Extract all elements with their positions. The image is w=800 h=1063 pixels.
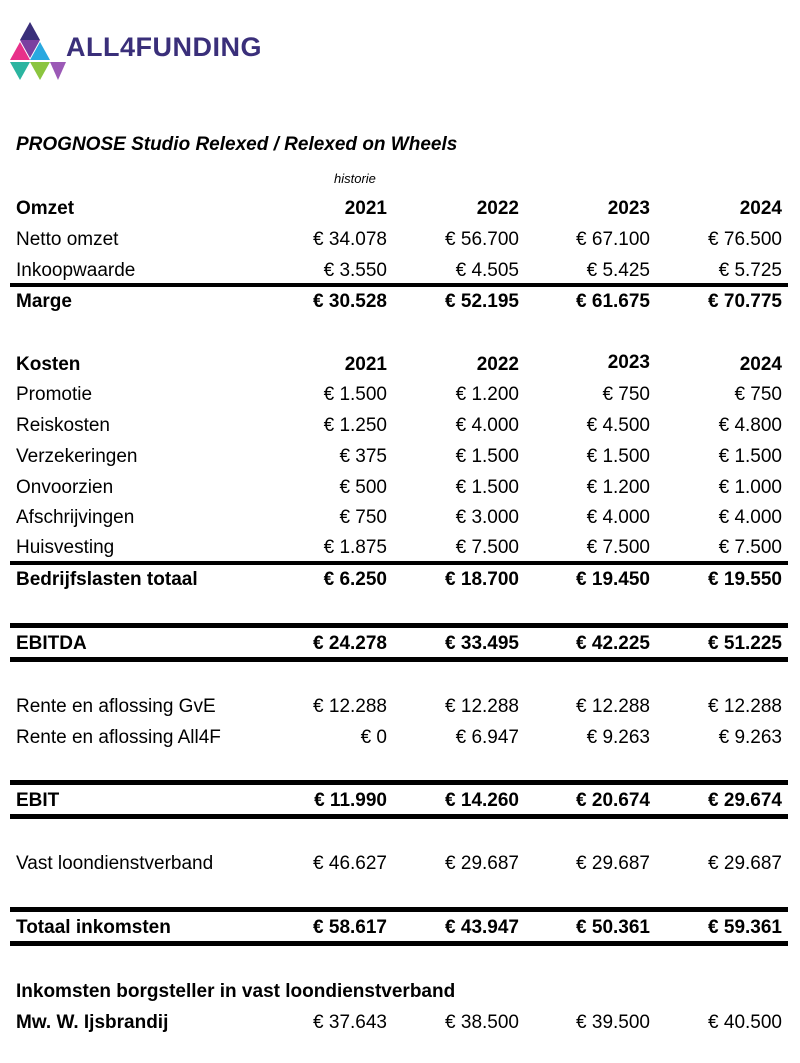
value-cell: € 4.000 <box>455 415 519 436</box>
value-cell: € 38.500 <box>445 1012 519 1033</box>
year-cell: 2021 <box>344 354 387 375</box>
row-label: Totaal inkomsten <box>16 917 171 938</box>
year-cell: 2023 <box>607 352 650 373</box>
value-cell: € 51.225 <box>708 633 782 654</box>
row-label: Afschrijvingen <box>16 507 135 528</box>
value-cell: € 20.674 <box>576 790 650 811</box>
divider <box>10 623 788 628</box>
value-cell: € 76.500 <box>708 229 782 250</box>
table-row <box>16 380 782 408</box>
value-cell: € 59.361 <box>708 917 782 938</box>
value-cell: € 1.200 <box>586 477 650 498</box>
value-cell: € 1.250 <box>323 415 387 436</box>
value-cell: € 7.500 <box>718 537 782 558</box>
value-cell: € 24.278 <box>313 633 387 654</box>
value-cell: € 40.500 <box>708 1012 782 1033</box>
value-cell: € 750 <box>339 507 387 528</box>
value-cell: € 37.643 <box>313 1012 387 1033</box>
value-cell: € 9.263 <box>718 727 782 748</box>
value-cell: € 61.675 <box>576 291 650 312</box>
historie-label: historie <box>334 171 376 186</box>
value-cell: € 58.617 <box>313 917 387 938</box>
table-row <box>16 533 782 561</box>
borgsteller-heading <box>16 977 782 1005</box>
value-cell: € 12.288 <box>313 696 387 717</box>
logo-wordmark: ALL4FUNDING <box>66 32 262 62</box>
value-cell: € 1.200 <box>455 384 519 405</box>
table-row <box>16 256 782 284</box>
value-cell: € 0 <box>360 727 387 748</box>
value-cell: € 1.500 <box>323 384 387 405</box>
year-cell: 2022 <box>476 198 519 219</box>
value-cell: € 6.250 <box>323 569 387 590</box>
table-row <box>16 225 782 253</box>
value-cell: € 19.450 <box>576 569 650 590</box>
value-cell: € 1.875 <box>323 537 387 558</box>
row-label: Huisvesting <box>16 537 115 558</box>
kosten-header-label: Kosten <box>16 354 81 375</box>
value-cell: € 14.260 <box>445 790 519 811</box>
value-cell: € 750 <box>734 384 782 405</box>
value-cell: € 1.500 <box>455 477 519 498</box>
row-label: Marge <box>16 291 72 312</box>
value-cell: € 4.500 <box>586 415 650 436</box>
row-label: Reiskosten <box>16 415 110 436</box>
value-cell: € 1.000 <box>718 477 782 498</box>
row-label: Bedrijfslasten totaal <box>16 569 198 590</box>
row-label: Verzekeringen <box>16 446 138 467</box>
value-cell: € 29.687 <box>576 853 650 874</box>
divider <box>10 814 788 819</box>
value-cell: € 12.288 <box>708 696 782 717</box>
value-cell: € 5.425 <box>586 260 650 281</box>
row-label: EBIT <box>16 790 60 811</box>
value-cell: € 33.495 <box>445 633 519 654</box>
year-cell: 2022 <box>476 354 519 375</box>
row-label: Rente en aflossing All4F <box>16 727 221 748</box>
row-label: Rente en aflossing GvE <box>16 696 216 717</box>
table-row <box>16 503 782 531</box>
borgsteller-row <box>16 1008 782 1036</box>
value-cell: € 4.000 <box>718 507 782 528</box>
value-cell: € 750 <box>602 384 650 405</box>
row-label: Netto omzet <box>16 229 119 250</box>
row-label: Promotie <box>16 384 93 405</box>
table-row <box>16 849 782 877</box>
table-row <box>16 723 782 751</box>
section-heading: Inkomsten borgsteller in vast loondienstverband <box>16 981 456 1002</box>
row-label: EBITDA <box>16 633 87 654</box>
value-cell: € 34.078 <box>313 229 387 250</box>
ebitda-row <box>16 629 782 657</box>
value-cell: € 52.195 <box>445 291 519 312</box>
value-cell: € 7.500 <box>455 537 519 558</box>
divider <box>10 907 788 912</box>
table-row <box>16 442 782 470</box>
value-cell: € 18.700 <box>445 569 519 590</box>
row-label: Mw. W. Ijsbrandij <box>16 1012 169 1033</box>
divider <box>10 780 788 785</box>
value-cell: € 1.500 <box>718 446 782 467</box>
table-row <box>16 692 782 720</box>
value-cell: € 4.505 <box>455 260 519 281</box>
value-cell: € 29.687 <box>445 853 519 874</box>
omzet-header-label: Omzet <box>16 198 75 219</box>
year-cell: 2021 <box>344 198 387 219</box>
row-label: Vast loondienstverband <box>16 853 214 874</box>
value-cell: € 12.288 <box>445 696 519 717</box>
page-title: PROGNOSE Studio Relexed / Relexed on Wheels <box>16 134 458 155</box>
value-cell: € 9.263 <box>586 727 650 748</box>
marge-total-row <box>16 287 782 315</box>
value-cell: € 70.775 <box>708 291 782 312</box>
kosten-header-row <box>16 350 782 378</box>
year-cell: 2023 <box>607 198 650 219</box>
value-cell: € 3.000 <box>455 507 519 528</box>
year-cell: 2024 <box>739 198 782 219</box>
row-label: Inkoopwaarde <box>16 260 136 281</box>
divider <box>10 941 788 946</box>
value-cell: € 375 <box>339 446 387 467</box>
triangle-logo-icon <box>10 20 66 84</box>
value-cell: € 42.225 <box>576 633 650 654</box>
value-cell: € 56.700 <box>445 229 519 250</box>
value-cell: € 1.500 <box>455 446 519 467</box>
value-cell: € 19.550 <box>708 569 782 590</box>
totaal-inkomsten-row <box>16 913 782 941</box>
value-cell: € 39.500 <box>576 1012 650 1033</box>
value-cell: € 12.288 <box>576 696 650 717</box>
table-row <box>16 473 782 501</box>
value-cell: € 29.687 <box>708 853 782 874</box>
value-cell: € 5.725 <box>718 260 782 281</box>
value-cell: € 29.674 <box>708 790 782 811</box>
divider <box>10 657 788 662</box>
value-cell: € 7.500 <box>586 537 650 558</box>
value-cell: € 1.500 <box>586 446 650 467</box>
year-cell: 2024 <box>739 354 782 375</box>
value-cell: € 50.361 <box>576 917 650 938</box>
kosten-total-row <box>16 565 782 593</box>
value-cell: € 4.000 <box>586 507 650 528</box>
value-cell: € 43.947 <box>445 917 519 938</box>
value-cell: € 500 <box>339 477 387 498</box>
value-cell: € 46.627 <box>313 853 387 874</box>
table-row <box>16 411 782 439</box>
omzet-header-row <box>16 194 782 222</box>
value-cell: € 3.550 <box>323 260 387 281</box>
value-cell: € 30.528 <box>313 291 387 312</box>
row-label: Onvoorzien <box>16 477 114 498</box>
value-cell: € 67.100 <box>576 229 650 250</box>
value-cell: € 4.800 <box>718 415 782 436</box>
all4funding-logo <box>10 20 270 84</box>
value-cell: € 11.990 <box>314 790 387 811</box>
value-cell: € 6.947 <box>455 727 519 748</box>
ebit-row <box>16 786 782 814</box>
